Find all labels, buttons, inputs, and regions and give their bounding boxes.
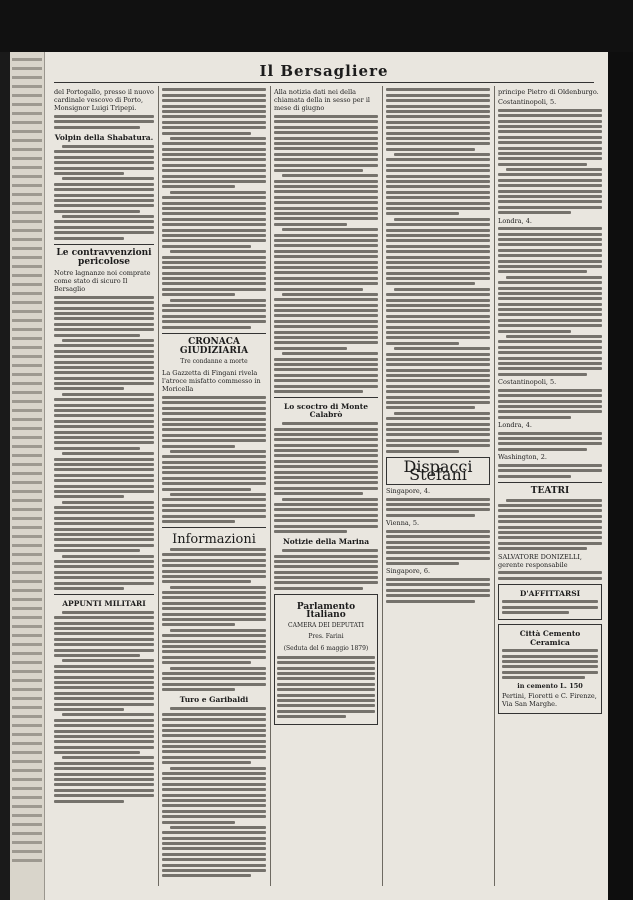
rental-ad [498,584,602,621]
article-heading: Notizie della Marina [282,536,370,546]
article-heading: Le contravvenzioni pericolose [56,248,152,267]
article-subheading: (Seduta del 6 maggio 1879) [283,644,369,652]
dispatch-dateline: Washington, 2. [498,453,547,462]
column-rule [270,86,271,886]
scan-top-border [0,0,633,52]
dispatch-dateline: Costantinopoli, 5. [498,378,557,387]
dispatch-dateline: Londra, 4. [498,421,532,430]
column-rule [382,86,383,886]
article-heading: CRONACA GIUDIZIARIA [179,337,249,356]
dispatches-header-box [386,457,490,485]
ad-heading: Città Cemento Ceramica [519,629,581,647]
newspaper-title: Il Bersagliere [259,62,389,80]
article-heading: TEATRI [530,486,570,497]
dispatch-dateline: Vienna, 5. [386,519,420,528]
column-4 [386,86,490,605]
newspaper-page [10,52,608,900]
article-heading: Informazioni [172,531,256,547]
article-heading: Lo scoctro di Monte Calabrò [284,401,368,419]
column-rule [158,86,159,886]
article-opening: La Gazzetta di Fingani rivela l'atroce misfatto commesso in Moricella [162,368,261,394]
article-subheading: CAMERA DEI DEPUTATI [288,622,364,630]
dispatch-dateline: Londra, 4. [498,216,532,225]
ad-firm: Pertini, Fioretti e C. Firenze, Via San Marghe. [502,691,597,709]
adjacent-page-edge [10,52,45,900]
column-3 [274,86,378,725]
article-opening: Alla notizia dati nei della chiamata della in sesso per il mese di giugno [274,88,370,113]
column-5 [498,86,602,714]
ad-heading: D'AFFITTARSI [519,588,581,598]
article-opening: principe Pietro di Oldenburgo. [498,88,599,96]
parliament-report-box [274,594,378,725]
ceramic-ad [498,624,602,714]
article-opening: Notre lagnanze noi comprate come stato di sicuro Il Bersaglio [54,268,151,294]
article-heading: Dispacci Stefani [403,456,473,484]
ad-price: in cemento L. 150 [517,681,583,690]
article-subheading: Tre condanne a morte [180,357,248,365]
dispatch-dateline: Costantinopoli, 5. [498,98,557,107]
dispatch-dateline: Singapore, 6. [386,567,431,576]
dispatch-dateline: Singapore, 4. [386,486,431,495]
article-heading: Turo e Garibaldi [179,695,249,705]
article-heading: Parlamento Italiano [296,601,356,621]
article-heading: APPUNTI MILITARI [62,598,146,608]
article-subheading: Pres. Farini [308,633,344,641]
article-heading: Volpin della Shabatura. [54,132,154,142]
gerente-signature: SALVATORE DONIZELLI, gerente responsabile [498,552,582,569]
column-rule [494,86,495,886]
column-2 [162,86,266,880]
column-1-lead: del Portogallo, presso il nuovo cardinale vescovo di Porto, Monsignor Luigi Tripepi. [54,88,154,113]
masthead [54,60,594,83]
column-1 [54,86,154,805]
scan-right-border [608,52,633,900]
